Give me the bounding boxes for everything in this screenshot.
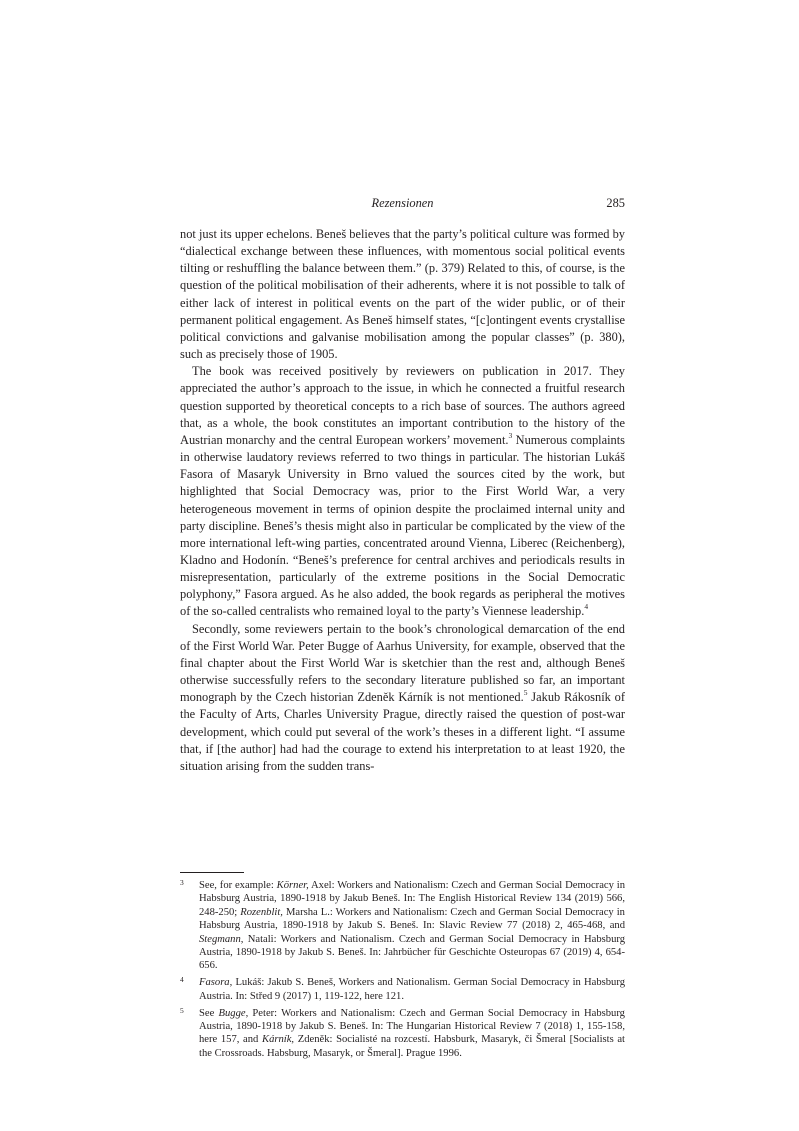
text-run: Natali: Workers and Nationalism. Czech and German Social Democracy in Habsburg Austria, 1890-1918 by Jakub S. Beneš. In: Jahrbücher für Geschichte Osteuropas 67 (2019) 4, 654-656.	[199, 933, 625, 972]
text-run: Jakub Rákosník of the Faculty of Arts, Charles University Prague, directly raised the question of post-war development, which could put several of the work’s theses in a different light. “I assume that, if [the author] had had the courage to extend his interpretation to at least 1920, the situation arising from the sudden trans-	[180, 690, 625, 773]
running-head-title: Rezensionen	[371, 196, 434, 210]
text-run: Zdeněk: Socialisté na rozcestí. Habsburk, Masaryk, či Šmeral [Socialists at the Crossroads. Habsburg, Masaryk, or Šmeral]. Prague 1996.	[199, 1034, 625, 1059]
footnote-rule	[180, 872, 244, 873]
text-run: not just its upper echelons. Beneš believes that the party’s political culture was formed by “dialectical exchange between these influences, with momentous social political events tilting or reshuffling the balance between them.” (p. 379) Related to this, of course, is the question of the political mobilisation of their adherents, where it is not possible to talk of either lack of interest in political events on the part of the wider public, or of their permanent political engagement. As Beneš himself states, “[c]ontingent events crystallise political convictions and galvanise mobilisation among the popular classes” (p. 380), such as precisely those of 1905.	[180, 227, 625, 362]
footnote	[180, 976, 625, 1003]
text-run: Secondly, some reviewers pertain to the book’s chronological demarcation of the end of the First World War. Peter Bugge of Aarhus University, for example, observed that the final chapter about the First World War is sketchier than the rest and, although Beneš otherwise successfully refers to the secondary literature published so far, an important monograph by the Czech historian Zdeněk Kárník is not mentioned.	[180, 621, 625, 705]
footnote-text	[199, 1008, 625, 1059]
paragraph	[180, 226, 625, 363]
text-run: Peter: Workers and Nationalism: Czech and German Social Democracy in Habsburg Austria, 1890-1918 by Jakub S. Beneš. In: The Hungarian Historical Review 7 (2018) 1, 155-158, here 157, and	[199, 1007, 625, 1046]
footnote	[180, 879, 625, 973]
footnote-mark: 5	[180, 1005, 184, 1015]
author-surname: Stegmann,	[199, 933, 244, 945]
author-surname: Bugge,	[218, 1007, 249, 1019]
author-surname: Körner,	[276, 880, 309, 891]
text-run: Numerous complaints in otherwise laudatory reviews referred to two things in particular. The historian Lukáš Fasora of Masaryk University in Brno valued the sources cited by the work, but highlighted that Social Democracy was, prior to the First World War, a very heterogeneous movement in terms of opinion despite the proclaimed internal unity and party discipline. Beneš’s thesis might also in particular be complicated by the view of the more international left-wing parties, concentrated around Vienna, Liberec (Reichenberg), Kladno and Hodonín. “Beneš’s preference for central archives and periodicals results in misrepresentation, particularly of the extreme positions in the Social Democratic polyphony,” Fasora argued. As he also added, the book regards as peripheral the motives of the so-called centralists who remained loyal to the party’s Viennese leadership.	[180, 432, 625, 619]
author-surname: Kárník,	[262, 1034, 295, 1046]
paragraph	[180, 621, 625, 775]
text-run: See, for example:	[199, 880, 277, 891]
footnote	[180, 1007, 625, 1061]
footnote-ref: 3	[508, 430, 513, 440]
footnote-mark: 4	[180, 975, 184, 985]
author-surname: Rozenblit,	[240, 906, 283, 918]
body-text	[180, 226, 625, 775]
running-head	[180, 196, 625, 214]
text-run: The book was received positively by reviewers on publication in 2017. They appreciated the author’s approach to the issue, in which he connected a fruitful research question supported by theoretical concepts to a rich base of sources. The authors agreed that, as a whole, the book constitutes an important contribution to the history of the Austrian monarchy and the central European workers’ movement.	[180, 364, 625, 447]
text-run: See	[199, 1007, 219, 1019]
text-run: Marsha L.: Workers and Nationalism: Czech and German Social Democracy in Habsburg Austria, 1890-1918 by Jakub S. Beneš. In: Slavic Review 77 (2018) 2, 465-468, and	[199, 906, 625, 932]
paragraph	[180, 363, 625, 620]
footnote-text	[199, 880, 625, 971]
text-run: Lukáš: Jakub S. Beneš, Workers and Nationalism. German Social Democracy in Habsburg Austria. In: Střed 9 (2017) 1, 119-122, here 121.	[199, 977, 625, 1002]
footnote-text	[199, 977, 625, 1001]
footnote-ref: 5	[523, 688, 528, 698]
text-run: Axel: Workers and Nationalism: Czech and German Social Democracy in Habsburg Austria, 1890-1918 by Jakub Beneš. In: The English Historical Review 134 (2019) 566, 248-250;	[199, 880, 625, 918]
footnote-mark: 3	[180, 878, 184, 887]
page-number: 285	[606, 196, 625, 210]
author-surname: Fasora,	[199, 977, 233, 989]
footnotes	[180, 879, 625, 1064]
footnote-ref: 4	[584, 602, 589, 612]
